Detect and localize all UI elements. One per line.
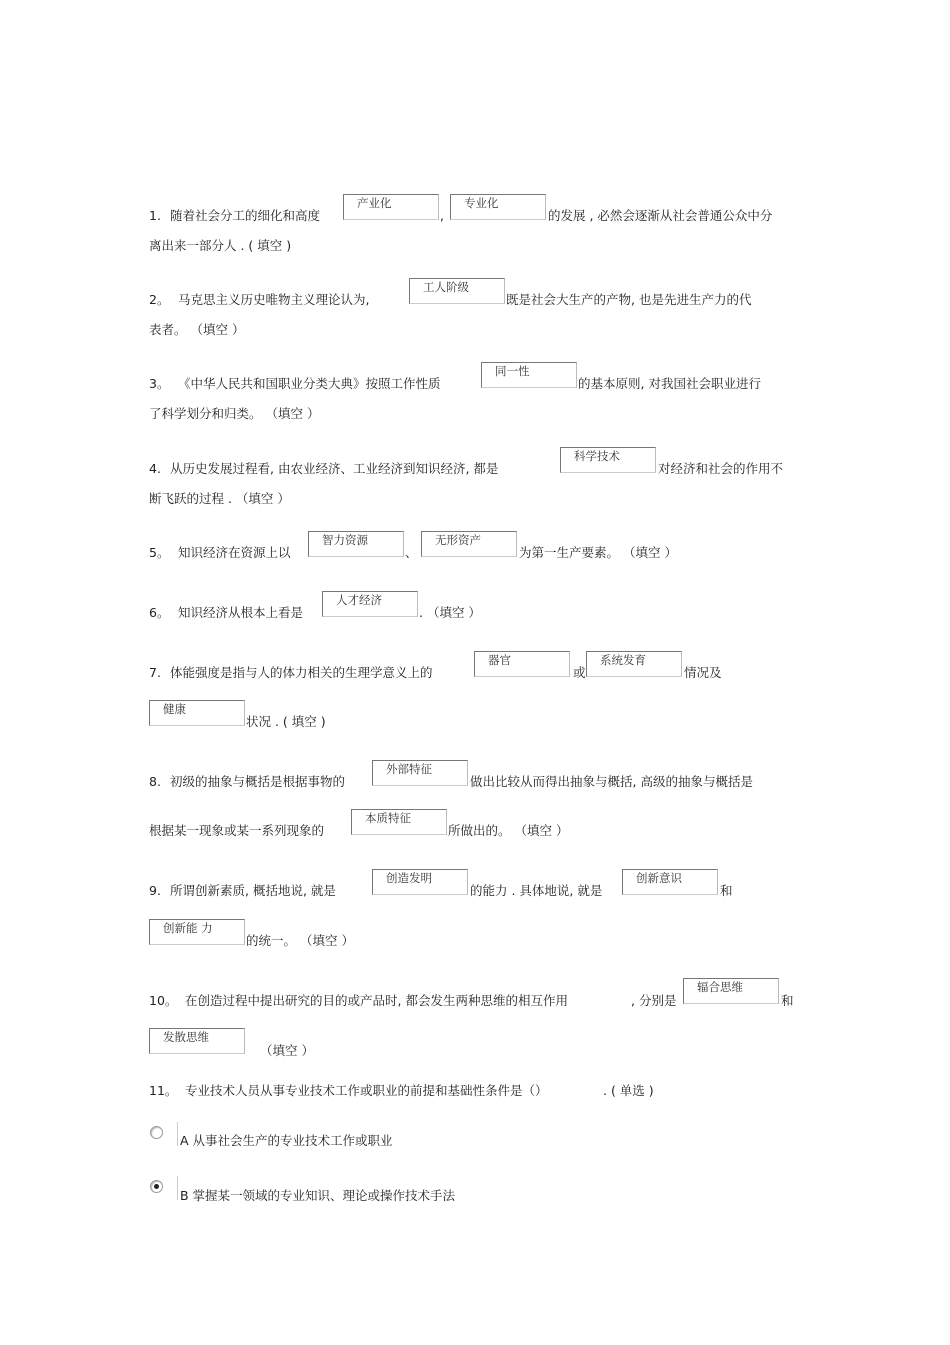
q5-answer-2-value: 无形资产 bbox=[435, 533, 481, 547]
radio-divider bbox=[177, 1176, 178, 1200]
q11-option-a-label: A 从事社会生产的专业技术工作或职业 bbox=[180, 1133, 393, 1148]
q7-answer-1[interactable] bbox=[474, 651, 570, 677]
q11-text-2: . ( 单选 ) bbox=[603, 1083, 654, 1098]
q9-text: 所谓创新素质, 概括地说, 就是 bbox=[170, 883, 336, 898]
q11-option-b-radio[interactable] bbox=[148, 1176, 178, 1200]
q7-answer-2-value: 系统发育 bbox=[600, 653, 646, 667]
q5-text-2: 为第一生产要素。 （填空 ） bbox=[519, 545, 677, 560]
q11-option-b-label: B 掌握某一领域的专业知识、理论或操作技术手法 bbox=[180, 1188, 456, 1203]
q7-separator: 或 bbox=[573, 665, 586, 680]
q11-number: 11。 bbox=[149, 1083, 178, 1098]
q1-answer-1[interactable] bbox=[343, 194, 439, 220]
q5-answer-1[interactable] bbox=[308, 531, 404, 557]
q6-answer-1[interactable] bbox=[322, 591, 418, 617]
q1-answer-2-value: 专业化 bbox=[464, 196, 499, 210]
q2-answer-1-value: 工人阶级 bbox=[423, 280, 469, 294]
q8-answer-2-value: 本质特征 bbox=[365, 811, 411, 825]
q7-text-3: 状况 . ( 填空 ) bbox=[246, 714, 326, 729]
q5-number: 5。 bbox=[149, 545, 170, 560]
q5-answer-2[interactable] bbox=[421, 531, 517, 557]
q3-text: 《中华人民共和国职业分类大典》按照工作性质 bbox=[178, 376, 441, 391]
q5-answer-1-value: 智力资源 bbox=[322, 533, 368, 547]
q9-answer-2-value: 创新意识 bbox=[636, 871, 682, 885]
q7-text-2: 情况及 bbox=[684, 665, 722, 680]
q9-answer-2[interactable] bbox=[622, 869, 718, 895]
q4-number: 4. bbox=[149, 461, 161, 476]
q7-answer-1-value: 器官 bbox=[488, 653, 511, 667]
q3-text-3: 了科学划分和归类。 （填空 ） bbox=[149, 406, 320, 421]
q10-answer-2-value: 发散思维 bbox=[163, 1030, 209, 1044]
q8-answer-2[interactable] bbox=[351, 809, 447, 835]
q11-text: 专业技术人员从事专业技术工作或职业的前提和基础性条件是（） bbox=[185, 1083, 548, 1098]
q1-number: 1. bbox=[149, 208, 161, 223]
q7-number: 7. bbox=[149, 665, 161, 680]
q6-number: 6。 bbox=[149, 605, 170, 620]
q1-separator: , bbox=[440, 208, 444, 223]
q11-option-a-radio[interactable] bbox=[148, 1122, 178, 1146]
q10-text-4: （填空 ） bbox=[260, 1043, 314, 1058]
q2-number: 2。 bbox=[149, 292, 170, 307]
q3-answer-1-value: 同一性 bbox=[495, 364, 530, 378]
q4-text: 从历史发展过程看, 由农业经济、工业经济到知识经济, 都是 bbox=[170, 461, 499, 476]
q9-number: 9. bbox=[149, 883, 161, 898]
q9-text-4: 的统一。 （填空 ） bbox=[246, 933, 354, 948]
q10-answer-1-value: 辐合思维 bbox=[697, 980, 743, 994]
q7-answer-3-value: 健康 bbox=[163, 702, 186, 716]
q7-text: 体能强度是指与人的体力相关的生理学意义上的 bbox=[170, 665, 433, 680]
q8-text-2: 做出比较从而得出抽象与概括, 高级的抽象与概括是 bbox=[470, 774, 753, 789]
q9-text-3: 和 bbox=[720, 883, 733, 898]
q1-text-2: 的发展 , 必然会逐渐从社会普通公众中分 bbox=[548, 208, 773, 223]
q10-text-3: 和 bbox=[781, 993, 794, 1008]
q8-number: 8. bbox=[149, 774, 161, 789]
q9-answer-3-value: 创新能 力 bbox=[163, 921, 213, 935]
q1-answer-2[interactable] bbox=[450, 194, 546, 220]
q10-number: 10。 bbox=[149, 993, 178, 1008]
q2-text-3: 表者。 （填空 ） bbox=[149, 322, 245, 337]
q2-answer-1[interactable] bbox=[409, 278, 505, 304]
q10-text-2: , 分别是 bbox=[631, 993, 677, 1008]
q3-text-2: 的基本原则, 对我国社会职业进行 bbox=[578, 376, 761, 391]
q4-text-3: 断飞跃的过程 . （填空 ） bbox=[149, 491, 290, 506]
q8-answer-1-value: 外部特征 bbox=[386, 762, 432, 776]
q6-text-2: . （填空 ） bbox=[419, 605, 481, 620]
q4-text-2: 对经济和社会的作用不 bbox=[658, 461, 784, 476]
radio-checked-icon bbox=[150, 1180, 163, 1193]
q8-answer-1[interactable] bbox=[372, 760, 468, 786]
q10-text: 在创造过程中提出研究的目的或产品时, 都会发生两种思维的相互作用 bbox=[185, 993, 568, 1008]
q8-text: 初级的抽象与概括是根据事物的 bbox=[170, 774, 346, 789]
q9-answer-1[interactable] bbox=[372, 869, 468, 895]
q1-answer-1-value: 产业化 bbox=[357, 196, 392, 210]
q1-text: 随着社会分工的细化和高度 bbox=[170, 208, 321, 223]
q6-answer-1-value: 人才经济 bbox=[336, 593, 382, 607]
q6-text: 知识经济从根本上看是 bbox=[178, 605, 304, 620]
q10-answer-2[interactable] bbox=[149, 1028, 245, 1054]
q8-text-4: 所做出的。 （填空 ） bbox=[448, 823, 569, 838]
q10-answer-1[interactable] bbox=[683, 978, 779, 1004]
q1-text-3: 离出来一部分人 . ( 填空 ) bbox=[149, 238, 292, 253]
q4-answer-1-value: 科学技术 bbox=[574, 449, 620, 463]
radio-unchecked-icon bbox=[150, 1126, 163, 1139]
q4-answer-1[interactable] bbox=[560, 447, 656, 473]
q5-separator: 、 bbox=[405, 545, 418, 560]
q3-number: 3。 bbox=[149, 376, 170, 391]
q7-answer-3[interactable] bbox=[149, 700, 245, 726]
q2-text: 马克思主义历史唯物主义理论认为, bbox=[178, 292, 370, 307]
q8-text-3: 根据某一现象或某一系列现象的 bbox=[149, 823, 325, 838]
radio-divider bbox=[177, 1122, 178, 1146]
q9-answer-3[interactable] bbox=[149, 919, 245, 945]
q7-answer-2[interactable] bbox=[586, 651, 682, 677]
q9-text-2: 的能力 . 具体地说, 就是 bbox=[470, 883, 603, 898]
q9-answer-1-value: 创造发明 bbox=[386, 871, 432, 885]
q3-answer-1[interactable] bbox=[481, 362, 577, 388]
q5-text: 知识经济在资源上以 bbox=[178, 545, 291, 560]
q2-text-2: 既是社会大生产的产物, 也是先进生产力的代 bbox=[506, 292, 752, 307]
